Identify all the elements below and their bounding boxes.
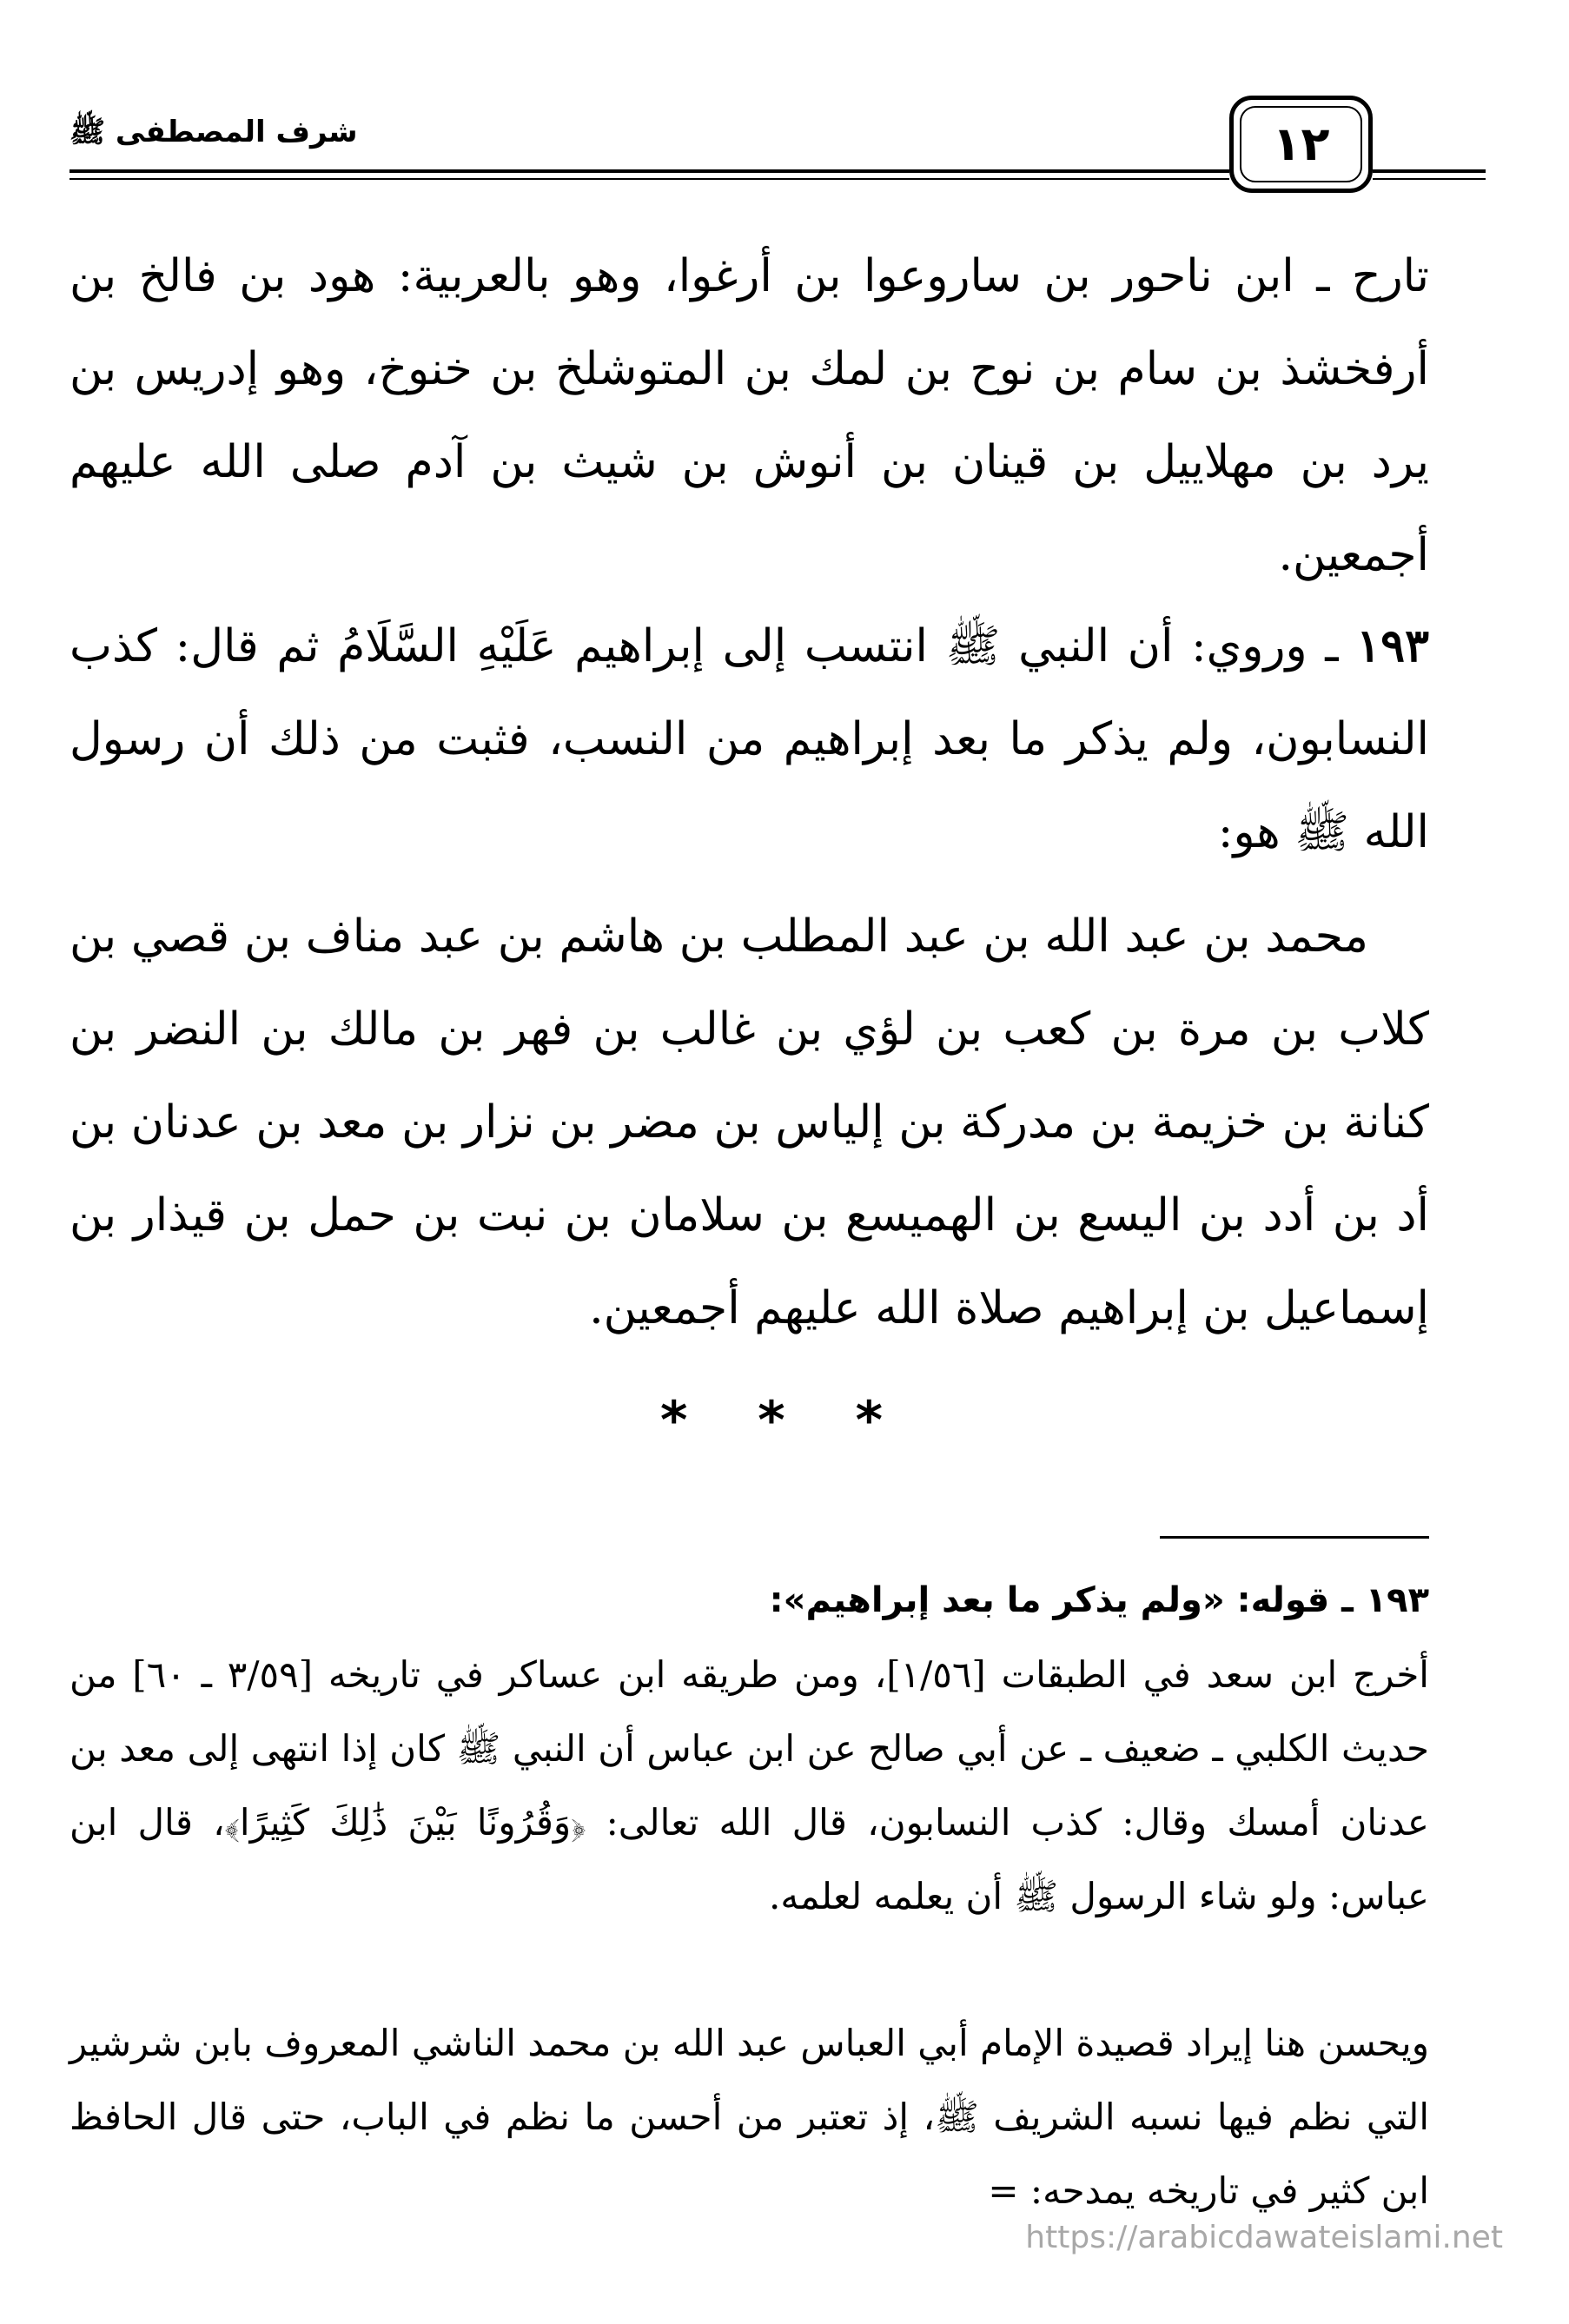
header-rule-right-thin: [1373, 178, 1486, 180]
header-rule-right: [1373, 169, 1486, 173]
paragraph-prophet-lineage: محمد بن عبد الله بن عبد المطلب بن هاشم بن عبد مناف بن قصي بن كلاب بن مرة بن كعب بن لؤي بن غالب بن فهر بن مالك بن النضر بن كنانة بن خزيمة بن مدركة بن إلياس بن مضر بن نزار بن معد بن عدنان بن أد بن أدد بن اليسع بن الهميسع بن سلامان بن نبت بن حمل بن قيذار بن إسماعيل بن إبراهيم صلاة الله عليهم أجمعين.: [70, 910, 1429, 1334]
page-number: ١٢: [1240, 106, 1362, 182]
page-header: [70, 96, 1425, 200]
watermark-url: https://arabicdawateislami.net: [1025, 2220, 1503, 2255]
paragraph-193: [70, 599, 1429, 879]
paragraph-193-text: ـ وروي: أن النبي ﷺ انتسب إلى إبراهيم عَلَيْهِ السَّلَامُ ثم قال: كذب النسابون، ولم يذكر ما بعد إبراهيم من النسب، فثبت من ذلك أن رسول الله ﷺ هو:: [70, 620, 1429, 858]
footnote-paragraph-1: أخرج ابن سعد في الطبقات [١/٥٦]، ومن طريقه ابن عساكر في تاريخه [٣/٥٩ ـ ٦٠] من حديث الكلبي ـ ضعيف ـ عن أبي صالح عن ابن عباس أن النبي ﷺ كان إذا انتهى إلى معد بن عدنان أمسك وقال: كذب النسابون، قال الله تعالى: ﴿وَقُرُونًا بَيْنَ ذَٰلِكَ كَثِيرًا﴾، قال ابن عباس: ولو شاء الرسول ﷺ أن يعلمه لعلمه.: [70, 1653, 1429, 1917]
footnote-paragraph-2-text: ويحسن هنا إيراد قصيدة الإمام أبي العباس عبد الله بن محمد الناشي المعروف بابن شرشير التي نظم فيها نسبه الشريف ﷺ، إذ تعتبر من أحسن ما نظم في الباب، حتى قال الحافظ ابن كثير في تاريخه يمدحه:: [70, 2022, 1429, 2212]
section-separator: * * *: [660, 1390, 909, 1451]
footnote-paragraph-2: [70, 2006, 1429, 2228]
paragraph-genealogy-adam: تارح ـ ابن ناحور بن ساروعوا بن أرغوا، وهو بالعربية: هود بن فالخ بن أرفخشذ بن سام بن نوح بن لمك بن المتوشلخ بن خنوخ، وهو إدريس بن يرد بن مهلاييل بن قينان بن أنوش بن شيث بن آدم صلى الله عليهم أجمعين.: [70, 250, 1429, 581]
running-title: شرف المصطفى ﷺ: [70, 115, 358, 149]
header-rule: [70, 169, 1229, 173]
footnote-heading: ١٩٣ ـ قوله: «ولم يذكر ما بعد إبراهيم»:: [769, 1580, 1429, 1620]
page-number-frame: [1229, 96, 1373, 193]
continuation-mark: =: [988, 2169, 1019, 2212]
paragraph-number: ١٩٣: [1356, 619, 1429, 672]
header-rule-thin: [70, 178, 1229, 180]
footnote-rule: [1160, 1536, 1429, 1539]
